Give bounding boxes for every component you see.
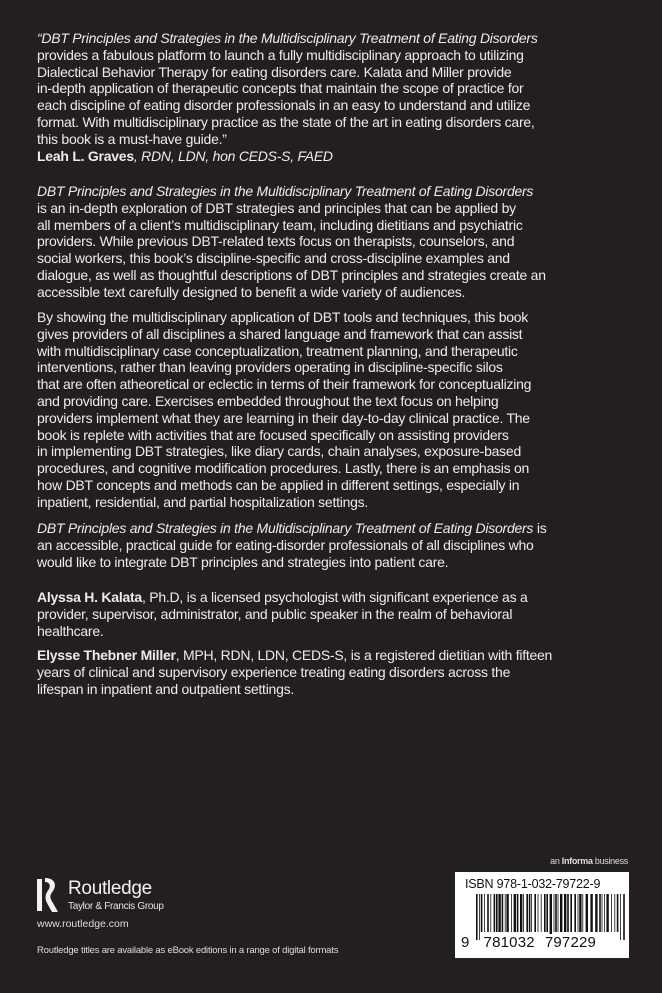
publisher-url[interactable]: www.routledge.com (37, 918, 129, 930)
informa-prefix: an (550, 856, 560, 866)
text-segment: in implementing DBT strategies, like diary cards, chain analyses, exposure-based (37, 443, 521, 460)
text-segment: how DBT concepts and methods can be applied in different settings, especially in (37, 476, 520, 493)
informa-tagline (550, 856, 628, 867)
text-segment: gives providers of all disciplines a shared language and framework that can assist (37, 325, 523, 342)
barcode-bar (578, 894, 579, 932)
text-segment: and providing care. Exercises embedded throughout the text focus on helping (37, 392, 499, 409)
barcode-bar (574, 894, 576, 932)
text-segment: years of clinical and supervisory experience treating eating disorders across the (37, 663, 511, 680)
barcode-bar (511, 894, 512, 932)
isbn-label: ISBN 978-1-032-79722-9 (465, 877, 601, 891)
text-line (37, 460, 647, 477)
text-line (37, 267, 647, 284)
text-segment: book is replete with activities that are focused specifically on assisting providers (37, 426, 509, 443)
barcode-bar (494, 894, 496, 932)
text-segment: all members of a client’s multidisciplinary team, including dietitians and psychiatric (37, 216, 523, 233)
text-segment: procedures, and cognitive modification procedures. Lastly, there is an emphasis on (37, 460, 530, 477)
text-line (37, 200, 647, 217)
description-paragraph-2 (37, 309, 647, 511)
barcode-bar (595, 894, 597, 932)
endorsement-quote (37, 30, 647, 164)
barcode-bar (481, 894, 483, 932)
text-line (37, 80, 647, 97)
author-bio-miller (37, 647, 647, 697)
text-segment: is (533, 520, 547, 536)
text-line (37, 589, 647, 606)
text-segment: each discipline of eating disorder professionals in an easy to understand and utilize (37, 97, 531, 114)
barcode-bar (582, 894, 583, 932)
informa-suffix: business (594, 856, 628, 866)
text-line (37, 520, 647, 537)
text-line (37, 64, 647, 81)
publisher-name: Routledge (68, 877, 152, 899)
text-line (37, 606, 647, 623)
text-segment: , Ph.D, is a licensed psychologist with significant experience as a (141, 589, 528, 605)
text-segment: that are often atheoretical or eclectic in terms of their framework for conceptualizing (37, 376, 532, 393)
text-line (37, 217, 647, 234)
barcode-bar (558, 894, 559, 932)
text-line (37, 664, 647, 681)
barcode-bar (534, 894, 536, 932)
barcode-bar (546, 894, 548, 932)
text-line (37, 494, 647, 511)
routledge-logo (37, 877, 164, 913)
text-line (37, 554, 647, 571)
publisher-group: Taylor & Francis Group (68, 900, 164, 912)
text-line (37, 477, 647, 494)
ebook-note: Routledge titles are available as eBook editions in a range of digital formats (37, 945, 339, 956)
text-segment: this book is a must-have guide.” (37, 130, 227, 147)
barcode-bar (531, 894, 532, 932)
text-line (37, 250, 647, 267)
barcode-bar (506, 894, 508, 932)
description-paragraph-3 (37, 520, 647, 570)
text-line (37, 97, 647, 114)
barcode-bar (554, 894, 555, 932)
barcode-bar (520, 894, 522, 932)
text-segment: format. With multidisciplinary practice as the state of the art in eating disorders care, (37, 113, 535, 130)
text-segment: provides a fabulous platform to launch a fully multidisciplinary approach to utilizing (37, 46, 524, 63)
text-line (37, 284, 647, 301)
text-line (37, 427, 647, 444)
barcode-bar (617, 894, 619, 932)
text-segment: in-depth application of therapeutic concepts that maintain the scope of practice for (37, 80, 524, 97)
barcode-bar (484, 894, 485, 932)
italic-text: , RDN, LDN, hon CEDS-S, FAED (133, 147, 333, 164)
text-segment: healthcare. (37, 622, 104, 639)
barcode-bar (611, 894, 612, 932)
text-line (37, 326, 647, 343)
text-segment: accessible text carefully designed to benefit a wide variety of audiences. (37, 283, 466, 300)
barcode-bar (604, 894, 605, 932)
barcode-bar (490, 894, 491, 932)
barcode-bar (502, 894, 504, 932)
text-line (37, 148, 647, 165)
barcode-bar (529, 894, 531, 932)
informa-brand: Informa (561, 856, 593, 866)
text-segment: social workers, this book’s discipline-specific and cross-discipline examples and (37, 250, 510, 267)
barcode-bar (487, 894, 489, 932)
barcode-bar (614, 894, 615, 932)
text-line (37, 343, 647, 360)
text-segment: would like to integrate DBT principles and strategies into patient care. (37, 553, 449, 570)
barcode-bar (496, 894, 498, 932)
text-line (37, 393, 647, 410)
text-segment: By showing the multidisciplinary application of DBT tools and techniques, this book (37, 309, 529, 325)
text-segment: , MPH, RDN, LDN, CEDS-S, is a registered dietitian with fifteen (175, 647, 553, 663)
text-line (37, 443, 647, 460)
author-name: Leah L. Graves (37, 147, 134, 164)
text-segment: with multidisciplinary case conceptualization, treatment planning, and therapeutic (37, 342, 518, 359)
barcode-bar (599, 894, 601, 932)
text-segment: dialogue, as well as thoughtful descriptions of DBT principles and strategies create an (37, 266, 546, 283)
text-line (37, 623, 647, 640)
barcode-bar (606, 894, 608, 932)
text-segment: inpatient, residential, and partial hospitalization settings. (37, 493, 369, 510)
barcode-bar (541, 894, 542, 932)
text-segment: provider, supervisor, administrator, and public speaker in the realm of behavioral (37, 605, 513, 622)
barcode-bar (544, 894, 546, 932)
description-paragraph-1 (37, 183, 647, 301)
barcode-bar (564, 894, 566, 932)
barcode-bar (602, 894, 603, 932)
barcode-digits-left: 781032 (483, 934, 535, 951)
text-segment: is an in-depth exploration of DBT strategies and principles that can be applied by (37, 199, 516, 216)
italic-text: DBT Principles and Strategies in the Multidisciplinary Treatment of Eating Disorders (37, 520, 534, 536)
author-name: Alyssa H. Kalata (37, 589, 142, 605)
text-line (37, 309, 647, 326)
text-line (37, 359, 647, 376)
text-segment: lifespan in inpatient and outpatient settings. (37, 680, 295, 697)
text-line (37, 376, 647, 393)
barcode-bar (579, 894, 581, 932)
text-line (37, 131, 647, 148)
barcode-bar (590, 894, 592, 932)
text-segment: providers implement what they are learning in their day-to-day clinical practice. The (37, 409, 530, 426)
text-line (37, 30, 647, 47)
text-line (37, 537, 647, 554)
text-line (37, 47, 647, 64)
text-line (37, 183, 647, 200)
barcode-bar (517, 894, 519, 932)
italic-text: “DBT Principles and Strategies in the Multidisciplinary Treatment of Eating Disorders (37, 30, 538, 46)
barcode-bar (560, 894, 562, 932)
barcode-bar (523, 894, 524, 932)
italic-text: DBT Principles and Strategies in the Multidisciplinary Treatment of Eating Disorders (37, 183, 534, 199)
author-bio-kalata (37, 589, 647, 639)
barcode-bar (514, 894, 516, 932)
isbn-barcode (455, 872, 629, 958)
barcode-bar (526, 894, 528, 932)
barcode-bar (505, 894, 506, 932)
author-name: Elysse Thebner Miller (37, 647, 176, 663)
text-segment: Dialectical Behavior Therapy for eating disorders care. Kalata and Miller provide (37, 63, 512, 80)
text-line (37, 681, 647, 698)
barcode-bar (567, 894, 569, 932)
barcode-digits (461, 934, 598, 951)
text-segment: an accessible, practical guide for eating-disorder professionals of all disciplines who (37, 536, 534, 553)
barcode-bar (498, 894, 500, 932)
barcode-digit-first: 9 (461, 934, 474, 951)
routledge-r-logo-icon (37, 877, 60, 913)
barcode-digits-right: 797229 (544, 934, 597, 951)
barcode-bar (623, 894, 625, 940)
barcode-bar (586, 894, 588, 932)
text-line (37, 233, 647, 250)
barcode-bar (570, 894, 572, 932)
text-segment: interventions, rather than leaving providers operating in discipline-specific silos (37, 359, 503, 376)
text-line (37, 647, 647, 664)
text-line (37, 114, 647, 131)
text-line (37, 410, 647, 427)
text-segment: providers. While previous DBT-related texts focus on therapists, counselors, and (37, 233, 515, 250)
barcode-bar (538, 894, 539, 932)
barcode-bar (555, 894, 557, 932)
barcode-bar (620, 894, 621, 940)
